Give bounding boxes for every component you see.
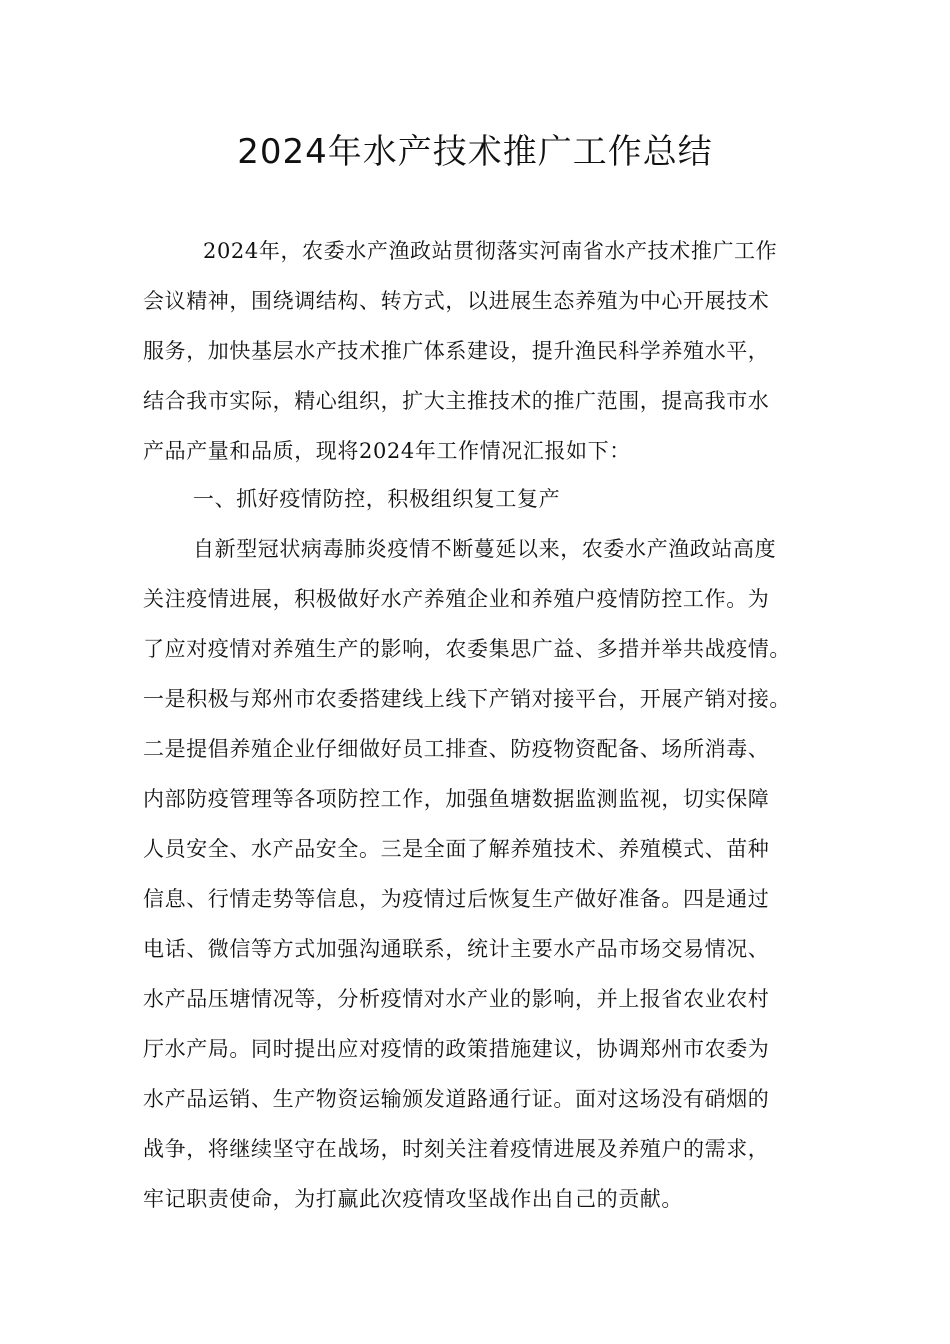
intro-line-1: 2024年，农委水产渔政站贯彻落实河南省水产技术推广工作	[203, 239, 778, 263]
section-line-2: 关注疫情进展，积极做好水产养殖企业和养殖户疫情防控工作。为	[143, 587, 770, 611]
section-line-10: 水产品压塘情况等，分析疫情对水产业的影响，并上报省农业农村	[143, 987, 770, 1011]
section-line-3: 了应对疫情对养殖生产的影响，农委集思广益、多措并举共战疫情。	[143, 637, 791, 661]
section-line-7: 人员安全、水产品安全。三是全面了解养殖技术、养殖模式、苗种	[143, 837, 770, 861]
section-line-14: 牢记职责使命，为打赢此次疫情攻坚战作出自己的贡献。	[143, 1187, 683, 1211]
intro-line-2: 会议精神，围绕调结构、转方式，以进展生态养殖为中心开展技术	[143, 289, 770, 313]
section-line-12: 水产品运销、生产物资运输颁发道路通行证。面对这场没有硝烟的	[143, 1087, 770, 1111]
intro-line-3: 服务，加快基层水产技术推广体系建设，提升渔民科学养殖水平，	[143, 339, 770, 363]
section-line-5: 二是提倡养殖企业仔细做好员工排查、防疫物资配备、场所消毒、	[143, 737, 770, 761]
intro-line-4: 结合我市实际，精心组织，扩大主推技术的推广范围，提高我市水	[143, 389, 770, 413]
section-line-11: 厅水产局。同时提出应对疫情的政策措施建议，协调郑州市农委为	[143, 1037, 770, 1061]
section-line-1: 自新型冠状病毒肺炎疫情不断蔓延以来，农委水产渔政站高度	[193, 537, 777, 561]
intro-line-5: 产品产量和品质，现将2024年工作情况汇报如下：	[143, 439, 631, 463]
section-line-9: 电话、微信等方式加强沟通联系，统计主要水产品市场交易情况、	[143, 937, 770, 961]
section-heading: 一、抓好疫情防控，积极组织复工复产	[193, 487, 561, 511]
section-line-4: 一是积极与郑州市农委搭建线上线下产销对接平台，开展产销对接。	[143, 687, 791, 711]
section-line-8: 信息、行情走势等信息，为疫情过后恢复生产做好准备。四是通过	[143, 887, 770, 911]
section-line-6: 内部防疫管理等各项防控工作，加强鱼塘数据监测监视，切实保障	[143, 787, 770, 811]
section-line-13: 战争，将继续坚守在战场，时刻关注着疫情进展及养殖户的需求，	[143, 1137, 770, 1161]
document-title: 2024年水产技术推广工作总结	[237, 132, 713, 172]
